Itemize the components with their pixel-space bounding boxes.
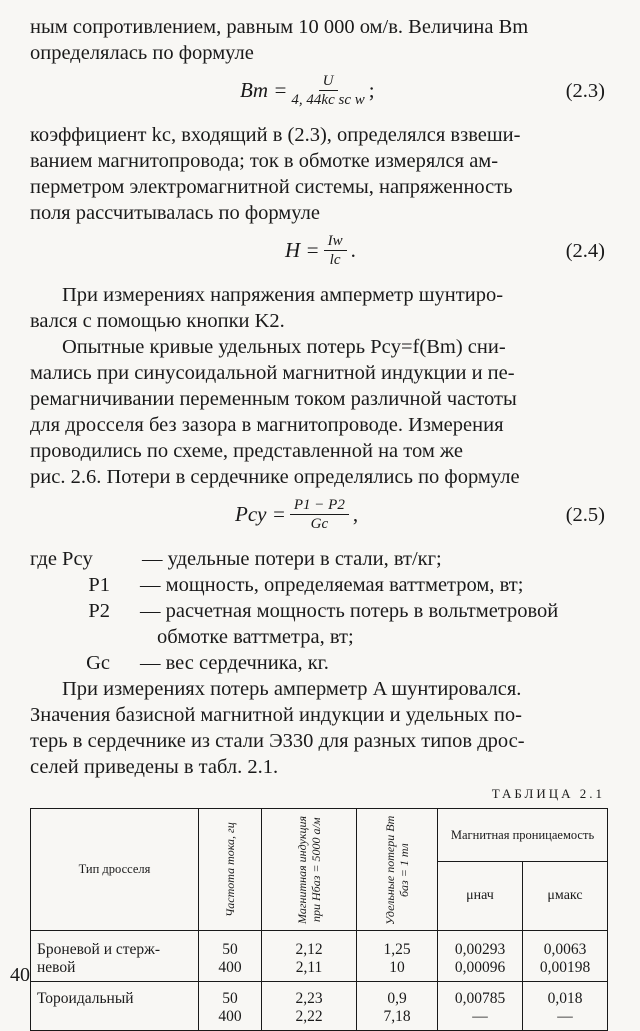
text-line: ванием магнитопровода; ток в обмотке измерялся ам- <box>30 150 499 172</box>
cell-mu-max: 0,018 — <box>523 982 608 1031</box>
legend-row <box>30 572 605 598</box>
cell-mu-start: 0,00785 — <box>438 982 523 1031</box>
cell-type: Тороидальный <box>31 982 199 1031</box>
cell-mu-start: 0,00293 0,00096 <box>438 931 523 982</box>
legend-text: — удельные потери в стали, вт/кг; <box>142 548 442 570</box>
cell-losses: 1,25 10 <box>357 931 438 982</box>
formula-denominator: 4, 44kc sc w <box>291 92 365 108</box>
formula-number: (2.4) <box>565 240 605 262</box>
cell-mu-max: 0,0063 0,00198 <box>523 931 608 982</box>
legend-symbol: P2 <box>88 600 110 622</box>
text-line: ремагничивании переменным током различной частоты <box>30 388 517 410</box>
formula-numerator: P1 − P2 <box>290 496 349 515</box>
text-line: определялась по формуле <box>30 42 254 64</box>
text-line: При измерениях напряжения амперметр шунтиро- <box>62 284 504 306</box>
legend-text: — вес сердечника, кг. <box>140 652 329 674</box>
formula-number: (2.5) <box>565 504 605 526</box>
formula-2-3 <box>30 66 605 122</box>
header-type: Тип дросселя <box>31 809 199 931</box>
formula-lhs: Pcy = <box>235 502 286 526</box>
data-table <box>30 808 608 1031</box>
formula-numerator: Iw <box>324 232 347 251</box>
legend-row <box>30 650 605 676</box>
formula-lhs: Bm = <box>240 78 288 102</box>
legend-row <box>30 624 605 650</box>
formula-2-4 <box>30 226 605 282</box>
text-line: При измерениях потерь амперметр A шунтировался. <box>62 678 522 700</box>
paragraph-5 <box>30 676 605 780</box>
formula-denominator: lc <box>329 252 341 268</box>
text-line: проводились по схеме, представленной на том же <box>30 440 463 462</box>
cell-losses: 0,9 7,18 <box>357 982 438 1031</box>
legend-text: обмотке ваттметра, вт; <box>157 626 354 648</box>
text-line: Значения базисной магнитной индукции и удельных по- <box>30 704 522 726</box>
legend-symbol: где Pcy <box>30 548 93 570</box>
formula-lhs: H = <box>285 238 320 262</box>
header-permeability: Магнитная проницаемость <box>438 809 608 862</box>
legend-row <box>30 598 605 624</box>
text-line: вался с помощью кнопки K2. <box>30 310 285 332</box>
text-line: коэффициент kc, входящий в (2.3), определялся взвеши- <box>30 124 521 146</box>
formula-fraction <box>324 232 347 269</box>
text-line: мались при синусоидальной магнитной индукции и пе- <box>30 362 515 384</box>
formula-numerator: U <box>319 72 338 91</box>
legend-symbol: Gc <box>86 652 110 674</box>
legend-text: — расчетная мощность потерь в вольтметровой <box>140 600 559 622</box>
formula-number: (2.3) <box>565 80 605 102</box>
cell-induction: 2,12 2,11 <box>262 931 357 982</box>
text-line: для дросселя без зазора в магнитопроводе. Измерения <box>30 414 504 436</box>
table-row <box>31 931 608 982</box>
text-line: ным сопротивлением, равным 10 000 ом/в. Величина Bm <box>30 16 529 38</box>
text-line: перметром электромагнитной системы, напряженность <box>30 176 513 198</box>
formula-tail: , <box>352 502 359 526</box>
header-losses: Удельные потери Bm баз = 1 тл <box>357 809 438 931</box>
text-line: селей приведены в табл. 2.1. <box>30 756 279 778</box>
formula-tail: ; <box>368 78 375 102</box>
header-mu-max: μмакс <box>523 862 608 931</box>
header-induction: Магнитная индукция при Hбаз = 5000 а/м <box>262 809 357 931</box>
cell-induction: 2,23 2,22 <box>262 982 357 1031</box>
header-frequency: Частота тока, гц <box>199 809 262 931</box>
table-row <box>31 982 608 1031</box>
paragraph-1 <box>30 14 605 66</box>
formula-tail: . <box>350 238 356 262</box>
formula-denominator: Gc <box>310 516 329 532</box>
formula-2-5 <box>30 490 605 546</box>
header-mu-start: μнач <box>438 862 523 931</box>
legend-text: — мощность, определяемая ваттметром, вт; <box>140 574 524 596</box>
page-content <box>30 14 605 1031</box>
cell-type: Броневой и стерж- невой <box>31 931 199 982</box>
legend-symbol: P1 <box>88 574 110 596</box>
text-line: поля рассчитывалась по формуле <box>30 202 320 224</box>
text-line: терь в сердечнике из стали Э330 для разных типов дрос- <box>30 730 525 752</box>
formula-fraction <box>290 496 349 533</box>
text-line: рис. 2.6. Потери в сердечнике определялись по формуле <box>30 466 520 488</box>
cell-freq: 50 400 <box>199 931 262 982</box>
page-number: 40 <box>10 964 30 986</box>
text-line: Опытные кривые удельных потерь Pcy=f(Bm) сни- <box>62 336 506 358</box>
formula-fraction <box>291 72 364 109</box>
table-caption: ТАБЛИЦА 2.1 <box>491 786 605 801</box>
legend-symbol <box>30 624 157 650</box>
paragraph-4 <box>30 334 605 490</box>
legend-row <box>30 546 605 572</box>
paragraph-2 <box>30 122 605 226</box>
paragraph-3 <box>30 282 605 334</box>
symbol-legend <box>30 546 605 676</box>
cell-freq: 50 400 <box>199 982 262 1031</box>
